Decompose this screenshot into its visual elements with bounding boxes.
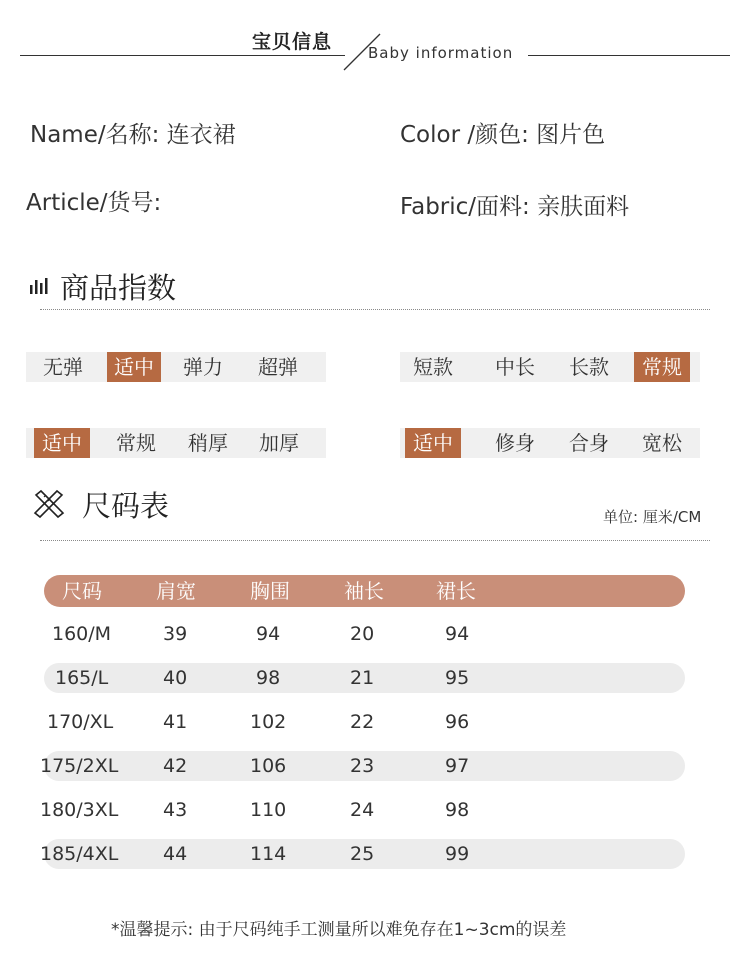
- option-xiushen: 修身: [495, 431, 535, 455]
- option-shizhong-selected: 适中: [34, 428, 90, 458]
- info-article: Article/货号:: [26, 190, 162, 216]
- header-rule-left: [20, 55, 345, 56]
- header-shoulder: 肩宽: [156, 579, 196, 603]
- cell-sleeve: 25: [350, 843, 375, 865]
- measurement-note: *温馨提示: 由于尺码纯手工测量所以难免存在1~3cm的误差: [111, 920, 567, 940]
- cell-size: 160/M: [52, 623, 112, 645]
- cell-shoulder: 42: [163, 755, 188, 777]
- cell-size: 175/2XL: [40, 755, 119, 777]
- size-divider: [40, 540, 710, 541]
- header-sleeve: 袖长: [344, 579, 384, 603]
- cell-size: 185/4XL: [40, 843, 119, 865]
- header-title-en: Baby information: [368, 44, 514, 62]
- option-changgui-selected: 常规: [634, 352, 690, 382]
- cell-skirt-length: 98: [445, 799, 470, 821]
- header-size: 尺码: [62, 579, 102, 603]
- cell-chest: 98: [256, 667, 281, 689]
- cell-shoulder: 41: [163, 711, 188, 733]
- option-jiahou: 加厚: [259, 431, 299, 455]
- cell-skirt-length: 95: [445, 667, 470, 689]
- cell-chest: 94: [256, 623, 281, 645]
- header-chest: 胸围: [250, 579, 290, 603]
- info-name: Name/名称: 连衣裙: [30, 122, 236, 148]
- cell-skirt-length: 99: [445, 843, 470, 865]
- option-shaohou: 稍厚: [188, 431, 228, 455]
- header-rule-right: [528, 55, 730, 56]
- unit-label: 单位: 厘米/CM: [603, 508, 702, 526]
- cell-shoulder: 43: [163, 799, 188, 821]
- cell-sleeve: 20: [350, 623, 375, 645]
- option-kuansong: 宽松: [642, 431, 682, 455]
- header-title-cn: 宝贝信息: [252, 31, 333, 53]
- info-color: Color /颜色: 图片色: [400, 122, 606, 148]
- cell-chest: 114: [250, 843, 287, 865]
- option-duankuan: 短款: [413, 355, 453, 379]
- option-heshen: 合身: [569, 431, 609, 455]
- cell-sleeve: 21: [350, 667, 375, 689]
- cell-sleeve: 23: [350, 755, 375, 777]
- cell-shoulder: 44: [163, 843, 188, 865]
- option-shizhong-selected: 适中: [405, 428, 461, 458]
- cell-skirt-length: 97: [445, 755, 470, 777]
- length-bar: [400, 352, 700, 382]
- cell-chest: 106: [250, 755, 287, 777]
- cell-shoulder: 39: [163, 623, 188, 645]
- option-changgui: 常规: [116, 431, 156, 455]
- cell-size: 165/L: [55, 667, 109, 689]
- cell-sleeve: 22: [350, 711, 375, 733]
- fit-bar: [400, 428, 700, 458]
- cell-skirt-length: 94: [445, 623, 470, 645]
- cell-skirt-length: 96: [445, 711, 470, 733]
- ruler-cross-icon: [33, 489, 65, 519]
- elasticity-bar: [26, 352, 326, 382]
- cell-sleeve: 24: [350, 799, 375, 821]
- cell-size: 180/3XL: [40, 799, 119, 821]
- bar-chart-icon: [30, 278, 48, 294]
- index-section-title: 商品指数: [60, 271, 177, 305]
- cell-chest: 102: [250, 711, 287, 733]
- option-changkuan: 长款: [569, 355, 609, 379]
- option-wutan: 无弹: [43, 355, 83, 379]
- cell-shoulder: 40: [163, 667, 188, 689]
- cell-chest: 110: [250, 799, 287, 821]
- option-tanli: 弹力: [183, 355, 223, 379]
- thickness-bar: [26, 428, 326, 458]
- cell-size: 170/XL: [47, 711, 114, 733]
- index-divider: [40, 309, 710, 310]
- option-chaotan: 超弹: [258, 355, 298, 379]
- size-section-title: 尺码表: [82, 489, 170, 523]
- option-shizhong-selected: 适中: [107, 352, 161, 382]
- info-fabric: Fabric/面料: 亲肤面料: [400, 194, 630, 220]
- header-skirt-length: 裙长: [436, 579, 476, 603]
- option-zhongchang: 中长: [495, 355, 535, 379]
